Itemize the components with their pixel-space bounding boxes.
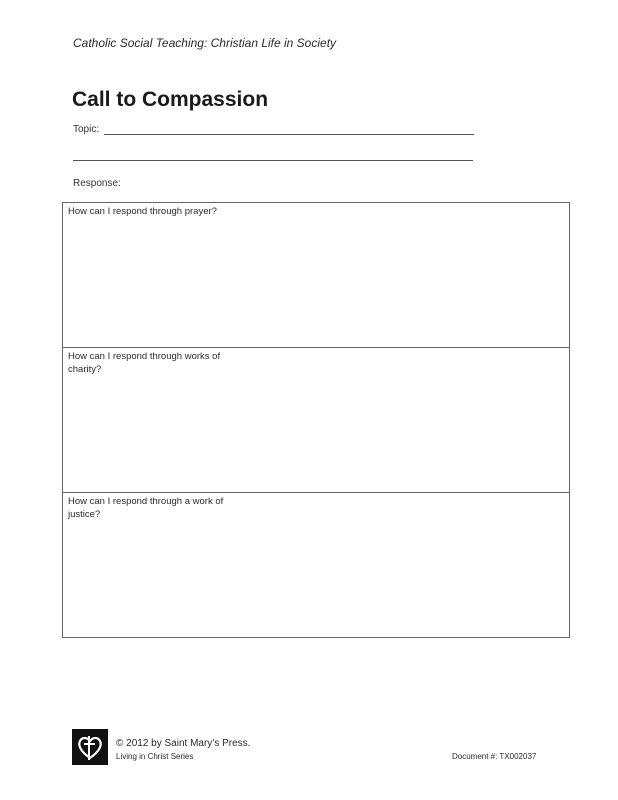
copyright-notice: © 2012 by Saint Mary’s Press. (116, 738, 251, 749)
series-name: Living in Christ Series (116, 752, 194, 761)
document-series-header: Catholic Social Teaching: Christian Life in Society (73, 36, 337, 50)
response-table (62, 202, 570, 638)
charity-response-box[interactable] (63, 348, 569, 493)
prayer-response-box[interactable] (63, 203, 569, 348)
topic-answer-line-continued[interactable] (73, 160, 473, 161)
page-title: Call to Compassion (72, 88, 269, 111)
charity-question: How can I respond through works of charity? (68, 351, 221, 375)
response-label: Response: (73, 178, 121, 189)
prayer-question: How can I respond through prayer? (68, 206, 217, 217)
saint-marys-press-logo-icon (72, 729, 108, 765)
topic-answer-line[interactable] (104, 134, 474, 135)
justice-question: How can I respond through a work of justice? (68, 496, 224, 520)
topic-label: Topic: (73, 124, 100, 135)
document-number: Document #: TX002037 (452, 752, 537, 761)
justice-response-box[interactable] (63, 493, 569, 637)
